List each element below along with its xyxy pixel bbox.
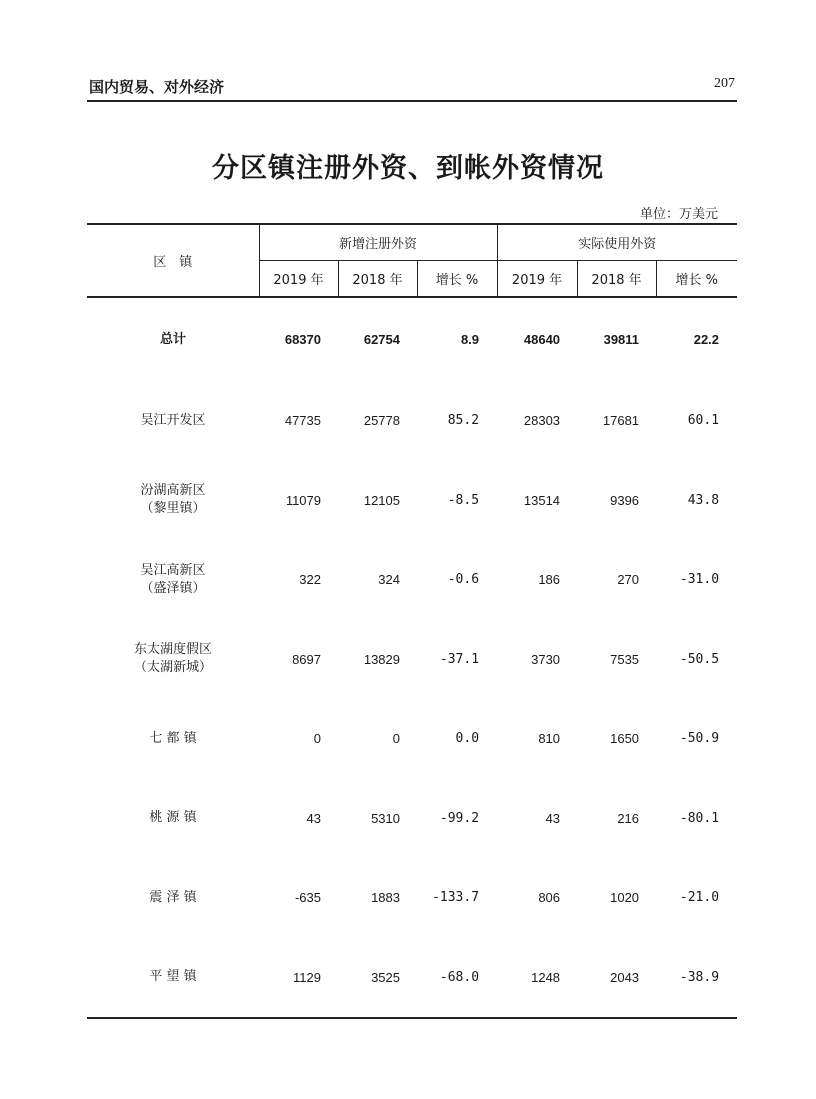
district-name: 七 都 镇: [149, 730, 197, 746]
use-growth-cell: 60.1: [687, 413, 720, 429]
district-subname: （盛泽镇）: [140, 580, 206, 596]
reg-2018-cell: 62754: [363, 332, 400, 347]
use-2019-cell: 43: [545, 810, 561, 826]
table-row: [87, 938, 737, 1019]
reg-2019-cell: -635: [294, 890, 321, 906]
col-use-2019: 2019 年: [497, 261, 577, 298]
reg-2018-cell: 324: [378, 572, 400, 588]
use-2018-cell: 216: [617, 810, 640, 826]
use-2019-cell: 48640: [523, 332, 561, 347]
district-cell: [87, 620, 259, 700]
reg-2019-cell: 8697: [292, 651, 321, 667]
reg-growth-cell: -37.1: [439, 651, 480, 667]
page-number: 207: [714, 76, 735, 91]
use-growth-cell: 43.8: [687, 492, 720, 508]
district-name: 总计: [159, 331, 186, 347]
section-title: 国内贸易、对外经济: [89, 78, 225, 96]
use-growth-cell: 22.2: [693, 332, 720, 347]
district-name: 吴江高新区: [140, 562, 206, 578]
reg-2019-cell: 0: [313, 731, 321, 747]
reg-2019-cell: 68370: [284, 332, 321, 347]
district-cell: [87, 540, 259, 620]
reg-growth-cell: -99.2: [439, 810, 480, 826]
district-subname: （太湖新城）: [133, 660, 212, 676]
use-2018-cell: 7535: [610, 651, 640, 667]
reg-2018-cell: 5310: [371, 810, 400, 826]
district-name: 平 望 镇: [87, 938, 259, 1019]
reg-2018-cell: 25778: [363, 413, 400, 429]
reg-2019-cell: 47735: [284, 413, 321, 429]
reg-growth-cell: -0.6: [447, 572, 480, 588]
use-2018-cell: 17681: [602, 413, 640, 429]
district-name: 汾湖高新区: [140, 483, 206, 499]
use-growth-cell: -50.9: [679, 731, 720, 747]
col-reg-2019: 2019 年: [259, 261, 338, 298]
district-name: 吴江开发区: [140, 412, 206, 428]
reg-2019-cell: 322: [299, 572, 321, 588]
col-reg-2018: 2018 年: [338, 261, 417, 298]
use-growth-cell: -80.1: [679, 810, 720, 826]
use-2018-cell: 2043: [577, 938, 656, 1019]
use-2018-cell: 1020: [610, 890, 640, 906]
district-name: 震 泽 镇: [149, 889, 197, 905]
reg-growth-cell: -8.5: [447, 492, 480, 508]
reg-2018-cell: 13829: [363, 651, 400, 667]
reg-growth-cell: -68.0: [417, 938, 497, 1019]
reg-2018-cell: 1883: [371, 890, 400, 906]
col-reg-growth: 增长 %: [417, 261, 497, 298]
reg-growth-cell: -133.7: [432, 890, 480, 906]
group-registered-header: 新增注册外资: [259, 224, 497, 261]
col-use-2018: 2018 年: [577, 261, 656, 298]
reg-growth-cell: 85.2: [447, 413, 480, 429]
reg-2019-cell: 43: [306, 810, 321, 826]
table-row: [87, 779, 737, 859]
use-2019-cell: 13514: [523, 492, 561, 508]
use-growth-cell: -31.0: [679, 572, 720, 588]
reg-growth-cell: 8.9: [460, 332, 480, 347]
page-title: 分区镇注册外资、到帐外资情况: [212, 153, 604, 184]
district-subname: （黎里镇）: [140, 501, 206, 517]
reg-2018-cell: 3525: [338, 938, 417, 1019]
use-2018-cell: 39811: [603, 332, 640, 347]
district-name: 东太湖度假区: [133, 642, 212, 658]
reg-2018-cell: 0: [392, 731, 400, 747]
table-row: [87, 381, 737, 461]
reg-growth-cell: 0.0: [455, 731, 480, 747]
unit-label: 单位：万美元: [639, 207, 718, 222]
reg-2019-cell: 11079: [285, 492, 321, 508]
region-header: 区 镇: [87, 224, 259, 297]
table-row: [87, 699, 737, 779]
col-use-growth: 增长 %: [656, 261, 737, 298]
use-2019-cell: 806: [538, 890, 561, 906]
district-name: 桃 源 镇: [149, 810, 197, 826]
foreign-investment-table: [87, 223, 737, 1019]
table-row: [87, 620, 737, 700]
district-cell: [87, 461, 259, 541]
reg-2019-cell: 1129: [259, 938, 338, 1019]
use-2019-cell: 186: [538, 572, 561, 588]
table-row: [87, 461, 737, 541]
use-growth-cell: -38.9: [656, 938, 737, 1019]
use-2018-cell: 9396: [610, 492, 640, 508]
use-2019-cell: 810: [538, 731, 561, 747]
use-growth-cell: -21.0: [679, 890, 720, 906]
use-2019-cell: 1248: [497, 938, 577, 1019]
use-growth-cell: -50.5: [679, 651, 720, 667]
use-2019-cell: 3730: [531, 651, 561, 667]
running-header: [87, 76, 737, 102]
table-row: [87, 858, 737, 938]
table-row: [87, 297, 737, 381]
use-2018-cell: 1650: [610, 731, 640, 747]
use-2018-cell: 270: [617, 572, 640, 588]
reg-2018-cell: 12105: [363, 492, 400, 508]
group-utilized-header: 实际使用外资: [497, 224, 737, 261]
table-row: [87, 540, 737, 620]
use-2019-cell: 28303: [523, 413, 561, 429]
